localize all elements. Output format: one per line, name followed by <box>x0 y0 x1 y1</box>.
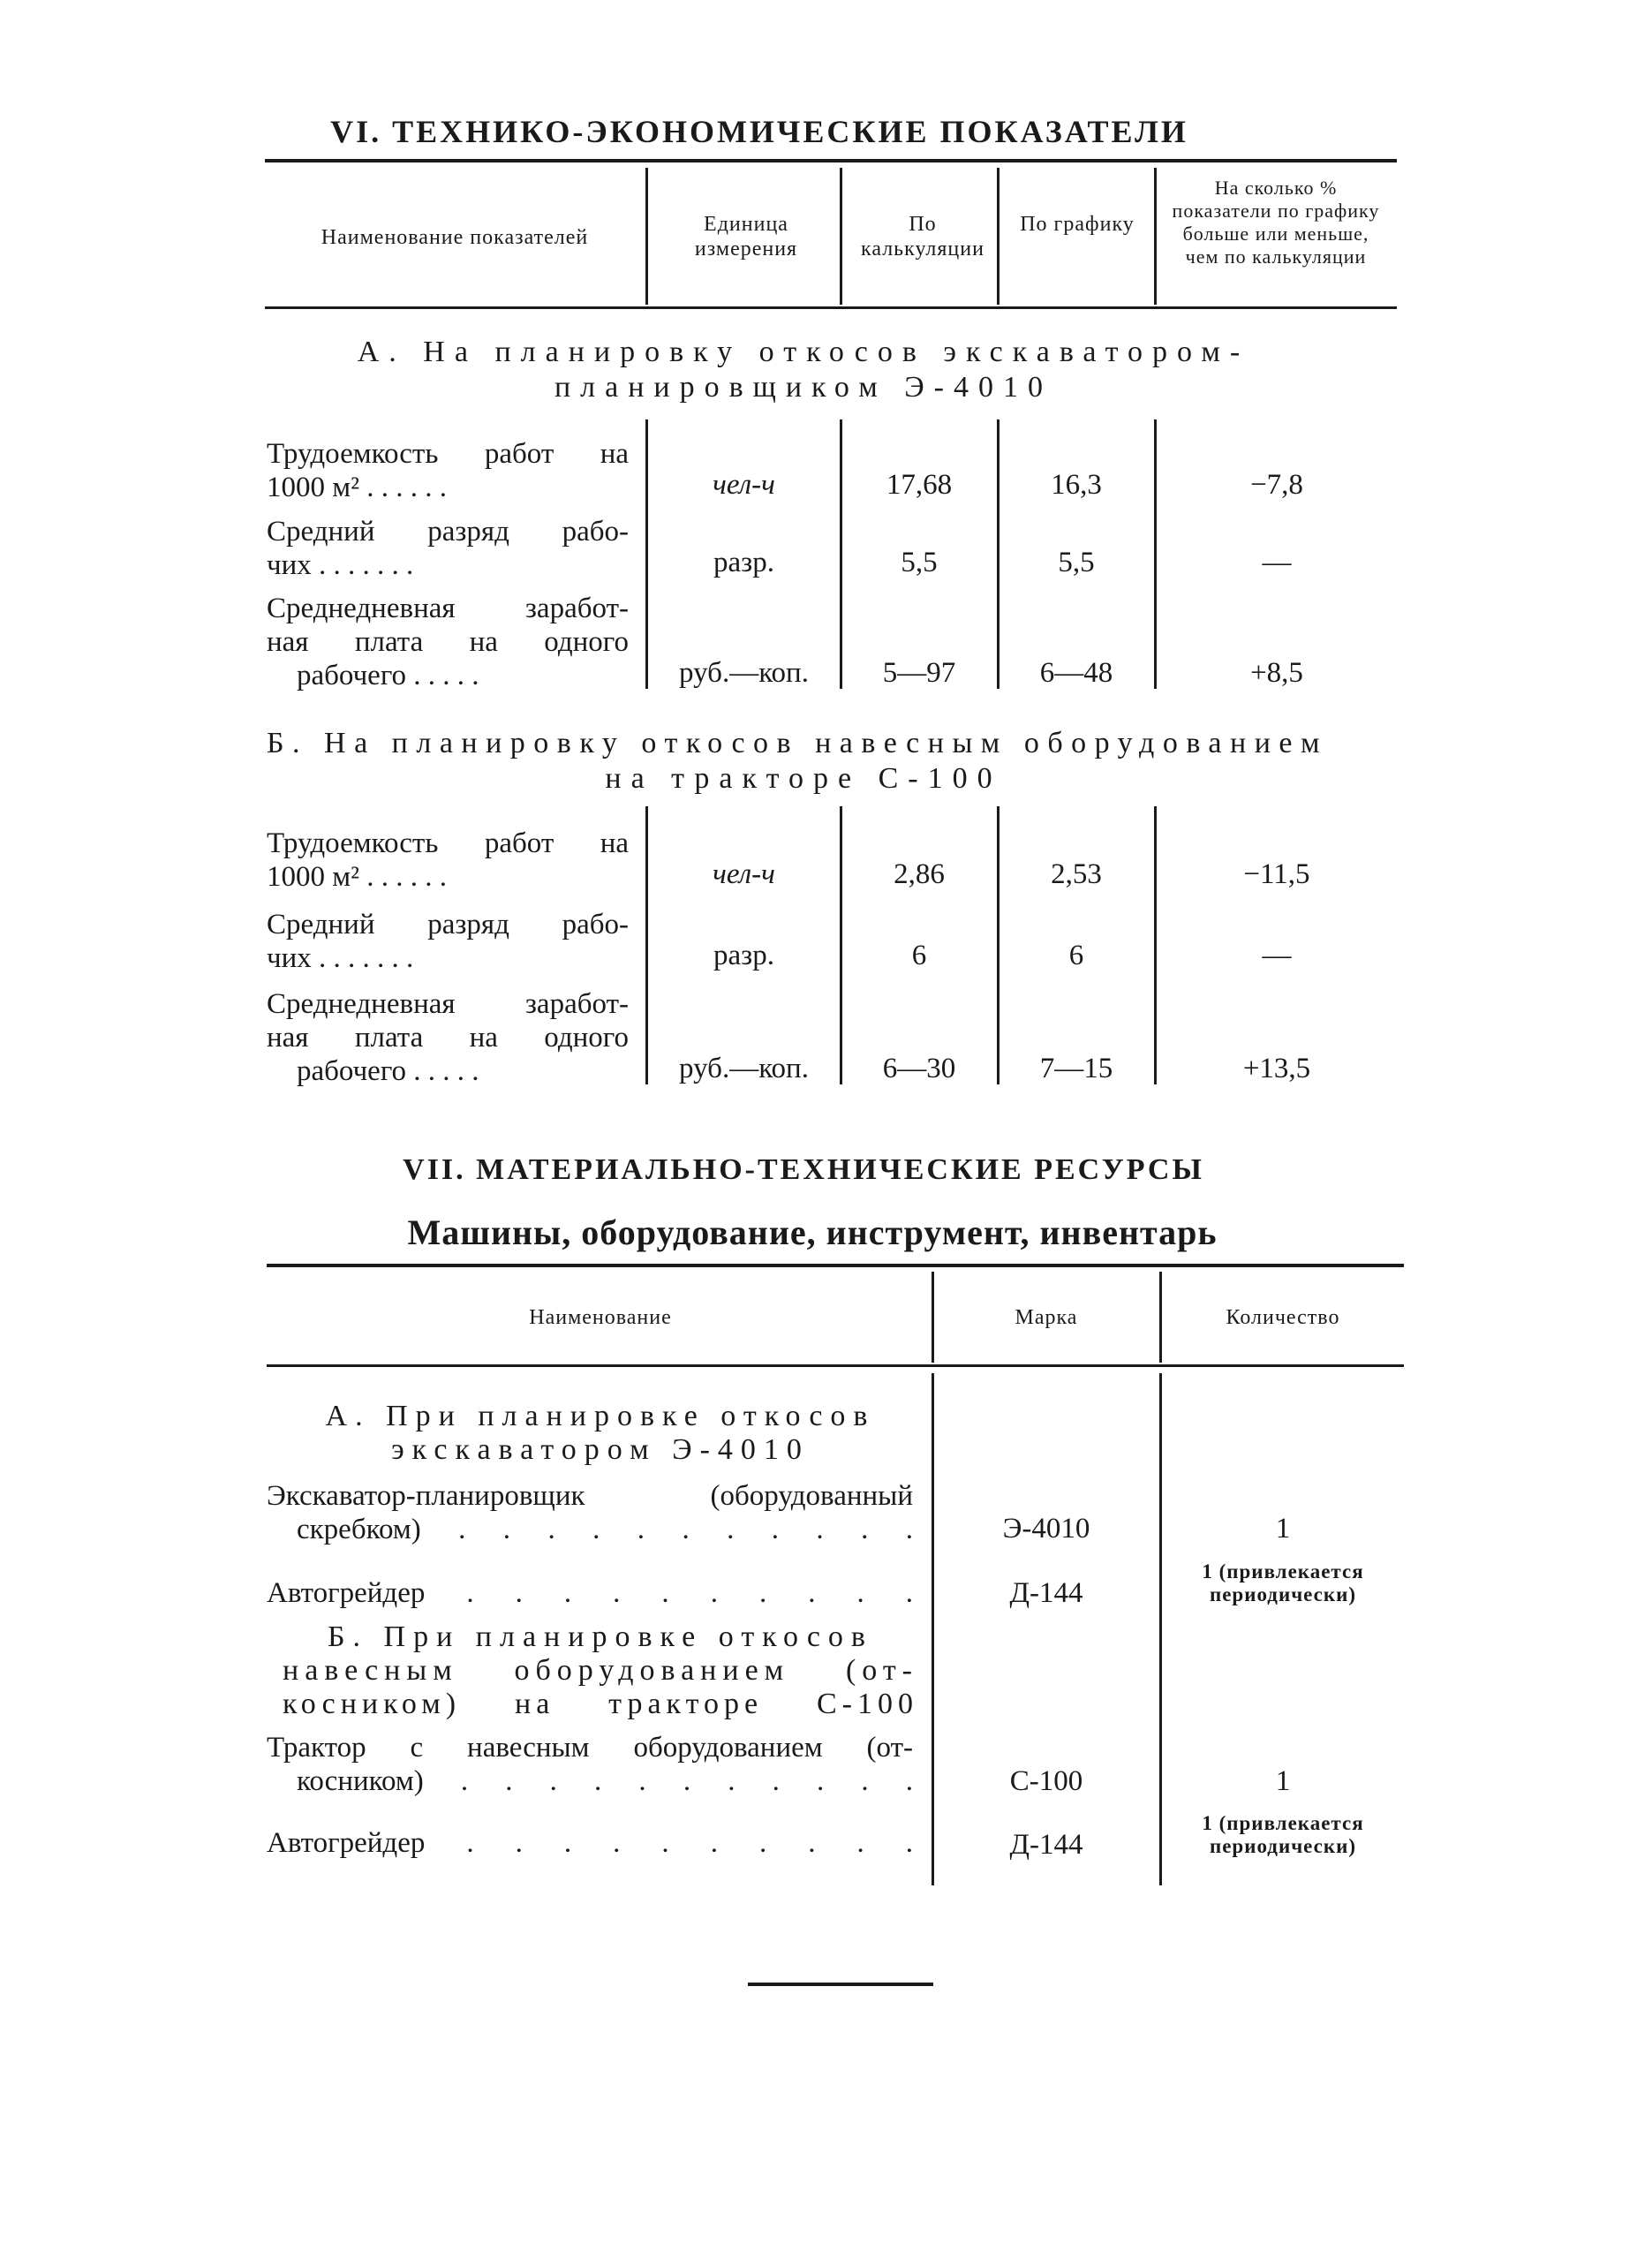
row-label: рабочего . . . . . <box>297 660 479 691</box>
table1-col-sep <box>997 419 999 689</box>
calc-cell: 6—30 <box>882 1053 956 1084</box>
row-label: Автогрейдер . . . . . . . . . . <box>267 1827 913 1859</box>
row-label: чих . . . . . . . <box>267 549 414 581</box>
table1-col-sep <box>645 419 648 689</box>
unit-cell: руб.—коп. <box>679 1053 809 1084</box>
unit-cell: чел-ч <box>713 469 775 501</box>
end-rule <box>748 1983 933 1986</box>
t2-group-a-title-line2: экскаватором Э-4010 <box>391 1433 810 1466</box>
calc-cell: 5—97 <box>882 657 956 689</box>
qty-cell: периодически) <box>1209 1583 1357 1605</box>
table1-col-sep <box>1154 419 1157 689</box>
diff-cell: — <box>1262 547 1292 578</box>
row-label: Автогрейдер . . . . . . . . . . <box>267 1577 913 1609</box>
table1-col-sep <box>840 168 842 305</box>
schedule-cell: 7—15 <box>1039 1053 1113 1084</box>
t2-group-b-title: Б. При планировке откосов <box>328 1620 873 1653</box>
table1-col-sep <box>840 419 842 689</box>
calc-cell: 5,5 <box>901 547 938 578</box>
table1-col-sep <box>1154 168 1157 305</box>
brand-cell: Д-144 <box>1009 1829 1083 1861</box>
diff-cell: +8,5 <box>1250 657 1303 689</box>
table2-col-sep <box>932 1272 934 1363</box>
row-label: Среднедневная заработ- <box>267 988 629 1020</box>
row-label: Экскаватор-планировщик (оборудованный <box>267 1480 913 1512</box>
t2-group-b-title-line2: навесным оборудованием (от- <box>283 1654 918 1687</box>
table1-col-sep <box>997 806 999 1084</box>
table1-header-diff: На сколько % показатели по графику больше или меньше, чем по калькуляции <box>1172 177 1380 268</box>
row-label: Трудоемкость работ на <box>267 438 629 470</box>
table1-header-calc: По калькуляции <box>861 213 984 261</box>
table2-header-name: Наименование <box>529 1306 672 1329</box>
unit-cell: разр. <box>713 547 774 578</box>
row-label: ная плата на одного <box>267 1022 629 1054</box>
diff-cell: — <box>1262 940 1292 971</box>
table1-col-sep <box>997 168 999 305</box>
table1-header-name: Наименование показателей <box>321 226 589 249</box>
calc-cell: 6 <box>911 940 927 971</box>
row-label: Средний разряд рабо- <box>267 516 629 548</box>
schedule-cell: 2,53 <box>1051 858 1102 890</box>
table1-header-unit: Единица измерения <box>694 213 798 261</box>
table1-header-rule <box>265 306 1397 309</box>
diff-cell: +13,5 <box>1242 1053 1311 1084</box>
unit-cell: руб.—коп. <box>679 657 809 689</box>
row-label: чих . . . . . . . <box>267 942 414 974</box>
qty-cell: 1 <box>1275 1765 1291 1797</box>
brand-cell: С-100 <box>1009 1765 1083 1797</box>
table2-col-sep <box>1159 1373 1162 1885</box>
table2-top-rule <box>267 1264 1404 1267</box>
row-label: Трактор с навесным оборудованием (от- <box>267 1732 913 1764</box>
row-label: Трудоемкость работ на <box>267 827 629 859</box>
calc-cell: 17,68 <box>886 469 953 501</box>
brand-cell: Э-4010 <box>1002 1513 1090 1545</box>
schedule-cell: 6—48 <box>1039 657 1113 689</box>
unit-cell: разр. <box>713 940 774 971</box>
table1-col-sep <box>840 806 842 1084</box>
row-label: 1000 м² . . . . . . <box>267 472 448 503</box>
table2-col-sep <box>1159 1272 1162 1363</box>
row-label: Средний разряд рабо- <box>267 909 629 940</box>
section7-subtitle: Машины, оборудование, инструмент, инвентарь <box>407 1212 1218 1252</box>
unit-cell: чел-ч <box>713 858 775 890</box>
row-label: ная плата на одного <box>267 626 629 658</box>
section7-title: VII. МАТЕРИАЛЬНО-ТЕХНИЧЕСКИЕ РЕСУРСЫ <box>403 1153 1204 1186</box>
row-label: косником) . . . . . . . . . . . <box>297 1765 913 1797</box>
group-a-title-line2: планировщиком Э-4010 <box>554 371 1052 404</box>
calc-cell: 2,86 <box>894 858 945 890</box>
table2-header-brand: Марка <box>1015 1306 1078 1329</box>
schedule-cell: 6 <box>1068 940 1084 971</box>
table2-col-sep <box>932 1373 934 1885</box>
qty-cell: 1 <box>1275 1513 1291 1545</box>
diff-cell: −11,5 <box>1243 858 1310 890</box>
row-label: рабочего . . . . . <box>297 1055 479 1087</box>
table2-header-rule <box>267 1364 1404 1367</box>
section6-title: VI. ТЕХНИКО-ЭКОНОМИЧЕСКИЕ ПОКАЗАТЕЛИ <box>330 114 1188 149</box>
table1-col-sep <box>645 168 648 305</box>
group-b-title: Б. На планировку откосов навесным оборудованием <box>267 727 1329 759</box>
table1-header-schedule: По графику <box>1020 213 1135 236</box>
schedule-cell: 5,5 <box>1058 547 1095 578</box>
diff-cell: −7,8 <box>1250 469 1303 501</box>
t2-group-b-title-line3: косником) на тракторе С-100 <box>283 1688 918 1720</box>
row-label: Среднедневная заработ- <box>267 593 629 624</box>
qty-cell: 1 (привлекается <box>1202 1812 1364 1834</box>
table1-col-sep <box>645 806 648 1084</box>
qty-cell: периодически) <box>1209 1835 1357 1857</box>
group-b-title-line2: на тракторе С-100 <box>605 762 1002 795</box>
group-a-title: А. На планировку откосов экскаватором- <box>357 336 1250 368</box>
row-label: 1000 м² . . . . . . <box>267 861 448 893</box>
table2-header-qty: Количество <box>1226 1306 1340 1329</box>
t2-group-a-title: А. При планировке откосов <box>325 1400 876 1432</box>
row-label: скребком) . . . . . . . . . . . <box>297 1514 913 1545</box>
schedule-cell: 16,3 <box>1051 469 1102 501</box>
brand-cell: Д-144 <box>1009 1577 1083 1609</box>
table1-col-sep <box>1154 806 1157 1084</box>
qty-cell: 1 (привлекается <box>1202 1560 1364 1582</box>
table1-top-rule <box>265 159 1397 162</box>
